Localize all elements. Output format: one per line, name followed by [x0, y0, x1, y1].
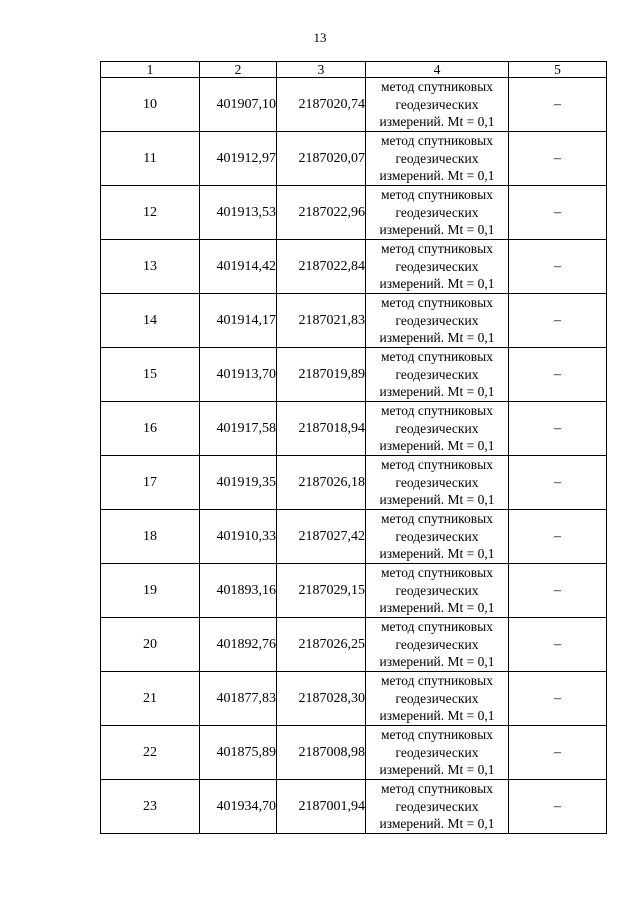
method-line: геодезических: [395, 204, 479, 220]
method-line: измерений. Mt = 0,1: [379, 222, 495, 238]
y-coordinate-cell: 2187022,84: [277, 240, 366, 294]
note-cell: –: [509, 618, 607, 672]
method-line: измерений. Mt = 0,1: [379, 492, 495, 508]
note-cell: –: [509, 78, 607, 132]
note-cell: –: [509, 780, 607, 834]
point-number-cell: 19: [101, 564, 200, 618]
method-line: метод спутниковых: [381, 241, 493, 257]
method-line: измерений. Mt = 0,1: [379, 330, 495, 346]
table-row: [101, 456, 607, 510]
method-cell: [366, 240, 509, 294]
x-coordinate-cell: 401917,58: [200, 402, 277, 456]
x-coordinate-cell: 401912,97: [200, 132, 277, 186]
point-number-cell: 13: [101, 240, 200, 294]
point-number-cell: 11: [101, 132, 200, 186]
point-number-cell: 12: [101, 186, 200, 240]
method-cell: [366, 132, 509, 186]
method-line: метод спутниковых: [381, 403, 493, 419]
table-row: [101, 132, 607, 186]
method-line: геодезических: [395, 744, 479, 760]
page-number: 13: [313, 30, 327, 45]
method-line: измерений. Mt = 0,1: [379, 168, 495, 184]
method-line: измерений. Mt = 0,1: [379, 546, 495, 562]
y-coordinate-cell: 2187020,07: [277, 132, 366, 186]
method-line: измерений. Mt = 0,1: [379, 708, 495, 724]
method-cell: [366, 510, 509, 564]
y-coordinate-cell: 2187001,94: [277, 780, 366, 834]
note-cell: –: [509, 402, 607, 456]
x-coordinate-cell: 401910,33: [200, 510, 277, 564]
y-coordinate-cell: 2187026,25: [277, 618, 366, 672]
method-line: геодезических: [395, 420, 479, 436]
method-line: геодезических: [395, 150, 479, 166]
method-line: геодезических: [395, 312, 479, 328]
note-cell: –: [509, 240, 607, 294]
method-line: геодезических: [395, 258, 479, 274]
point-number-cell: 20: [101, 618, 200, 672]
y-coordinate-cell: 2187019,89: [277, 348, 366, 402]
table-row: [101, 78, 607, 132]
method-line: измерений. Mt = 0,1: [379, 276, 495, 292]
x-coordinate-cell: 401892,76: [200, 618, 277, 672]
note-cell: –: [509, 348, 607, 402]
header-col-3: 3: [277, 62, 366, 78]
method-cell: [366, 348, 509, 402]
method-line: метод спутниковых: [381, 565, 493, 581]
method-cell: [366, 78, 509, 132]
y-coordinate-cell: 2187029,15: [277, 564, 366, 618]
header-col-1: 1: [101, 62, 200, 78]
method-cell: [366, 564, 509, 618]
point-number-cell: 14: [101, 294, 200, 348]
table-row: [101, 564, 607, 618]
method-line: измерений. Mt = 0,1: [379, 114, 495, 130]
table-row: [101, 294, 607, 348]
y-coordinate-cell: 2187021,83: [277, 294, 366, 348]
x-coordinate-cell: 401893,16: [200, 564, 277, 618]
table-row: [101, 618, 607, 672]
method-cell: [366, 186, 509, 240]
method-cell: [366, 402, 509, 456]
point-number-cell: 22: [101, 726, 200, 780]
method-line: метод спутниковых: [381, 727, 493, 743]
method-line: геодезических: [395, 798, 479, 814]
note-cell: –: [509, 132, 607, 186]
table-row: [101, 240, 607, 294]
table-row: [101, 510, 607, 564]
method-line: геодезических: [395, 96, 479, 112]
note-cell: –: [509, 726, 607, 780]
method-line: измерений. Mt = 0,1: [379, 438, 495, 454]
y-coordinate-cell: 2187008,98: [277, 726, 366, 780]
method-line: геодезических: [395, 366, 479, 382]
coordinates-table: [100, 61, 607, 834]
method-cell: [366, 294, 509, 348]
method-cell: [366, 618, 509, 672]
table-row: [101, 186, 607, 240]
method-line: метод спутниковых: [381, 187, 493, 203]
header-col-5: 5: [509, 62, 607, 78]
table-row: [101, 348, 607, 402]
table-row: [101, 780, 607, 834]
x-coordinate-cell: 401913,53: [200, 186, 277, 240]
point-number-cell: 23: [101, 780, 200, 834]
method-line: метод спутниковых: [381, 79, 493, 95]
table-row: [101, 672, 607, 726]
method-line: метод спутниковых: [381, 619, 493, 635]
method-line: геодезических: [395, 636, 479, 652]
method-line: метод спутниковых: [381, 295, 493, 311]
point-number-cell: 15: [101, 348, 200, 402]
note-cell: –: [509, 294, 607, 348]
point-number-cell: 16: [101, 402, 200, 456]
x-coordinate-cell: 401914,42: [200, 240, 277, 294]
header-col-4: 4: [366, 62, 509, 78]
y-coordinate-cell: 2187027,42: [277, 510, 366, 564]
note-cell: –: [509, 510, 607, 564]
point-number-cell: 17: [101, 456, 200, 510]
x-coordinate-cell: 401913,70: [200, 348, 277, 402]
method-line: геодезических: [395, 474, 479, 490]
note-cell: –: [509, 564, 607, 618]
header-row: [101, 62, 607, 78]
x-coordinate-cell: 401914,17: [200, 294, 277, 348]
y-coordinate-cell: 2187028,30: [277, 672, 366, 726]
note-cell: –: [509, 672, 607, 726]
method-line: геодезических: [395, 528, 479, 544]
method-line: метод спутниковых: [381, 349, 493, 365]
method-line: геодезических: [395, 582, 479, 598]
method-line: измерений. Mt = 0,1: [379, 384, 495, 400]
method-cell: [366, 726, 509, 780]
method-line: измерений. Mt = 0,1: [379, 816, 495, 832]
y-coordinate-cell: 2187018,94: [277, 402, 366, 456]
table-row: [101, 402, 607, 456]
method-line: метод спутниковых: [381, 457, 493, 473]
method-line: метод спутниковых: [381, 673, 493, 689]
x-coordinate-cell: 401877,83: [200, 672, 277, 726]
x-coordinate-cell: 401875,89: [200, 726, 277, 780]
table-body: [101, 78, 607, 834]
method-line: метод спутниковых: [381, 781, 493, 797]
point-number-cell: 21: [101, 672, 200, 726]
note-cell: –: [509, 186, 607, 240]
method-cell: [366, 456, 509, 510]
method-line: измерений. Mt = 0,1: [379, 600, 495, 616]
x-coordinate-cell: 401919,35: [200, 456, 277, 510]
method-line: метод спутниковых: [381, 511, 493, 527]
y-coordinate-cell: 2187026,18: [277, 456, 366, 510]
y-coordinate-cell: 2187020,74: [277, 78, 366, 132]
note-cell: –: [509, 456, 607, 510]
method-line: геодезических: [395, 690, 479, 706]
x-coordinate-cell: 401934,70: [200, 780, 277, 834]
y-coordinate-cell: 2187022,96: [277, 186, 366, 240]
x-coordinate-cell: 401907,10: [200, 78, 277, 132]
method-line: измерений. Mt = 0,1: [379, 762, 495, 778]
method-line: метод спутниковых: [381, 133, 493, 149]
method-cell: [366, 780, 509, 834]
method-line: измерений. Mt = 0,1: [379, 654, 495, 670]
point-number-cell: 18: [101, 510, 200, 564]
header-col-2: 2: [200, 62, 277, 78]
point-number-cell: 10: [101, 78, 200, 132]
table-header: [101, 62, 607, 78]
method-cell: [366, 672, 509, 726]
table-row: [101, 726, 607, 780]
